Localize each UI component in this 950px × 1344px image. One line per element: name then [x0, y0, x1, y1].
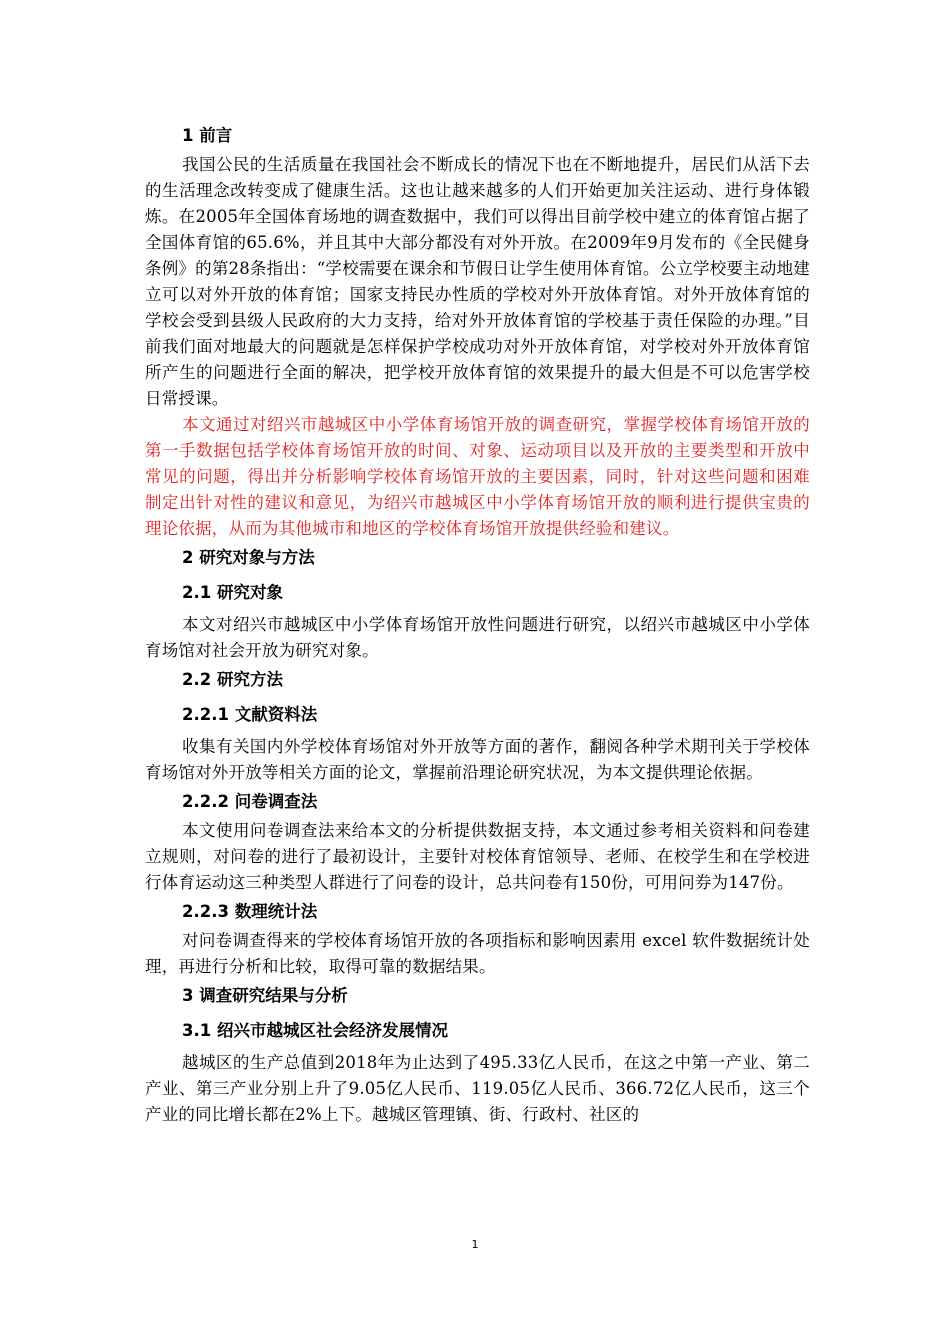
heading-questionnaire-method: 2.2.2 问卷调查法: [182, 792, 318, 811]
heading-literature-method: 2.2.1 文献资料法: [182, 705, 318, 724]
heading-objects-methods: 2 研究对象与方法: [182, 548, 315, 567]
paragraph-literature-method: 收集有关国内外学校体育场馆对外开放等方面的著作，翻阅各种学术期刊关于学校体育场馆对外开放等相关方面的论文，掌握前沿理论研究状况，为本文提供理论依据。: [145, 737, 810, 782]
paragraph-economic-development: 越城区的生产总值到2018年为止达到了495.33亿人民币，在这之中第一产业、第二产业、第三产业分别上升了9.05亿人民币、119.05亿人民币、366.72亿人民币，这三个产业的同比增长都在2%上下。越城区管理镇、街、行政村、社区的: [145, 1053, 810, 1124]
heading-introduction: 1 前言: [182, 126, 233, 145]
heading-economic-development: 3.1 绍兴市越城区社会经济发展情况: [182, 1021, 448, 1040]
paragraph-statistics-method: 对问卷调查得来的学校体育场馆开放的各项指标和影响因素用 excel 软件数据统计处理，再进行分析和比较，取得可靠的数据结果。: [145, 931, 810, 976]
paragraph-questionnaire-method: 本文使用问卷调查法来给本文的分析提供数据支持，本文通过参考相关资料和问卷建立规则，对问卷的进行了最初设计，主要针对校体育馆领导、老师、在校学生和在学校进行体育运动这三种类型人群进行了问卷的设计，总共问卷有150份，可用问券为147份。: [145, 821, 810, 892]
document-body: [145, 120, 810, 1128]
heading-results-analysis: 3 调查研究结果与分析: [182, 986, 348, 1005]
paragraph-introduction-2: 本文通过对绍兴市越城区中小学体育场馆开放的调查研究，掌握学校体育场馆开放的第一手数据包括学校体育场馆开放的时间、对象、运动项目以及开放的主要类型和开放中常见的问题，得出并分析影响学校体育场馆开放的主要因素，同时，针对这些问题和困难制定出针对性的建议和意见，为绍兴市越城区中小学体育场馆开放的顺利进行提供宝贵的理论依据，从而为其他城市和地区的学校体育场馆开放提供经验和建议。: [145, 415, 810, 538]
paragraph-research-object: 本文对绍兴市越城区中小学体育场馆开放性问题进行研究，以绍兴市越城区中小学体育场馆对社会开放为研究对象。: [145, 615, 810, 660]
paragraph-introduction-1: 我国公民的生活质量在我国社会不断成长的情况下也在不断地提升，居民们从活下去的生活理念改转变成了健康生活。这也让越来越多的人们开始更加关注运动、进行身体锻炼。在2005年全国体育场地的调查数据中，我们可以得出目前学校中建立的体育馆占据了全国体育馆的65.6%，并且其中大部分都没有对外开放。在2009年9月发布的《全民健身条例》的第28条指出：“学校需要在课余和节假日让学生使用体育馆。公立学校要主动地建立可以对外开放的体育馆；国家支持民办性质的学校对外开放体育馆。对外开放体育馆的学校会受到县级人民政府的大力支持，给对外开放体育馆的学校基于责任保险的办理。”目前我们面对地最大的问题就是怎样保护学校成功对外开放体育馆，对学校对外开放体育馆所产生的问题进行全面的解决，把学校开放体育馆的效果提升的最大但是不可以危害学校日常授课。: [145, 155, 810, 408]
heading-research-object: 2.1 研究对象: [182, 583, 283, 602]
heading-statistics-method: 2.2.3 数理统计法: [182, 902, 318, 921]
page-number: 1: [471, 1238, 479, 1251]
heading-research-methods: 2.2 研究方法: [182, 670, 283, 689]
